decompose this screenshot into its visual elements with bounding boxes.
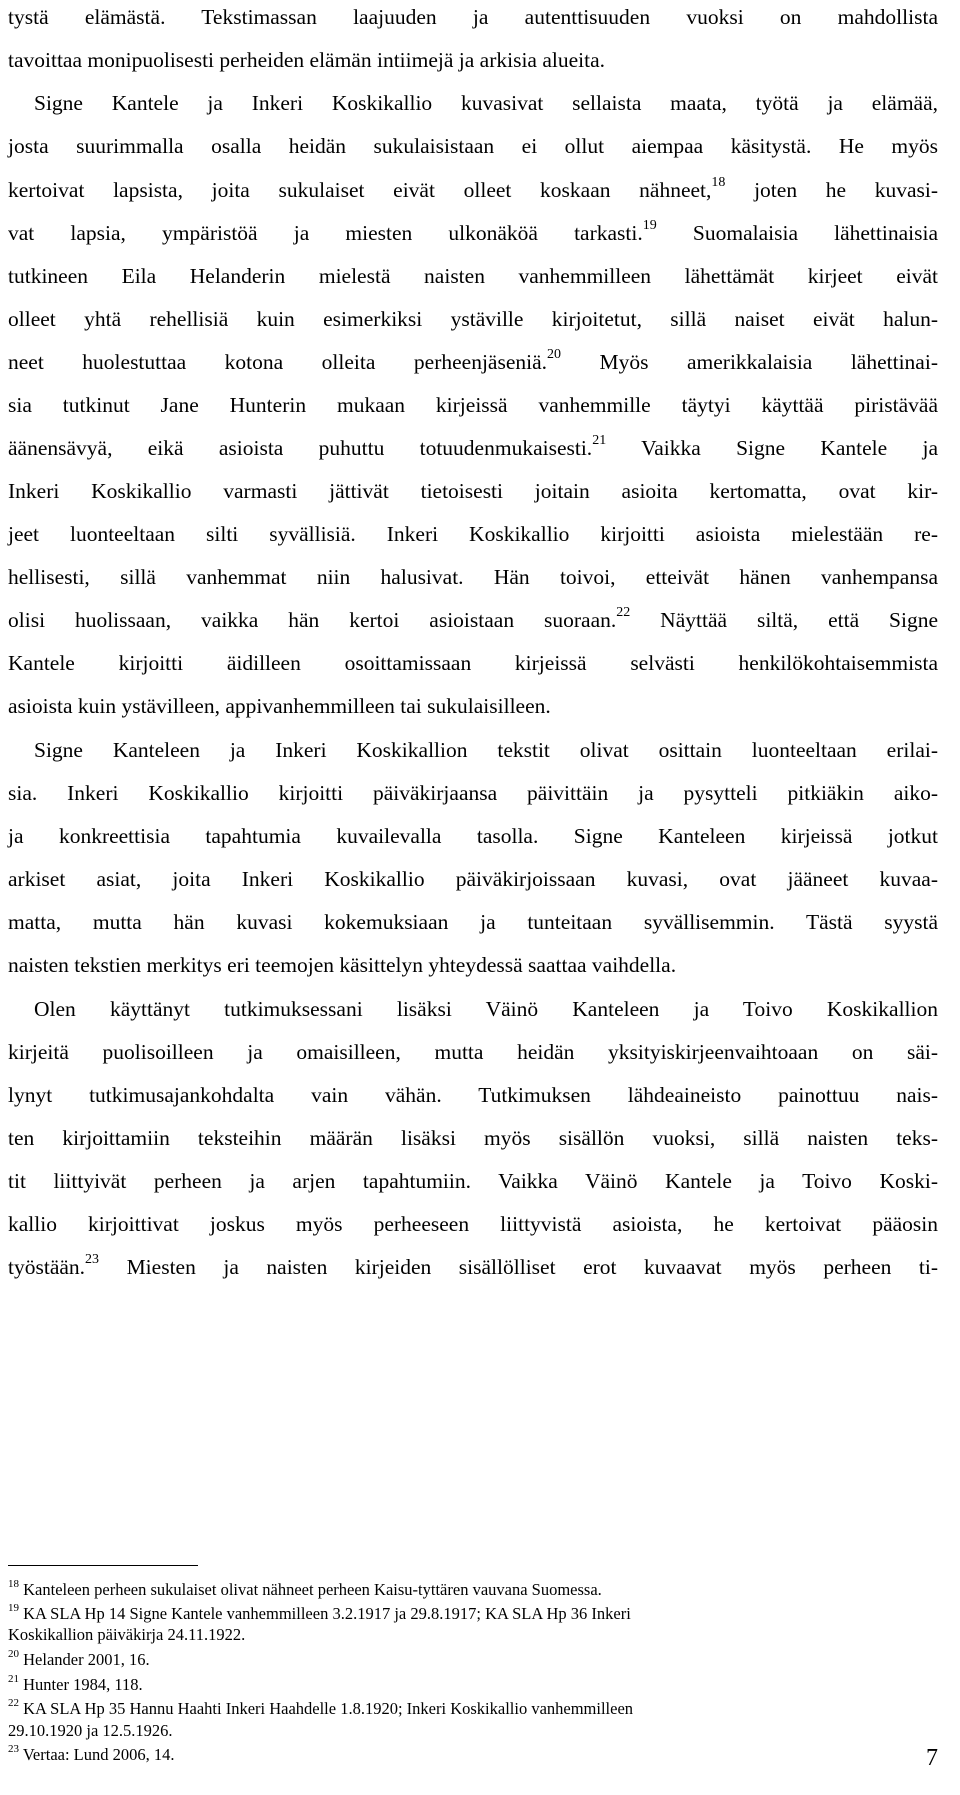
line-text: naisten tekstien merkitys eri teemojen käsittelyn yhteydessä saattaa vaihdella. [8,953,677,977]
text-line [8,1082,938,1108]
footnote-ref: 20 [547,346,562,362]
text-line [8,604,939,633]
footnote [8,1672,143,1695]
line-text: asioista kuin ystävilleen, appivanhemmilleen tai sukulaisilleen. [8,694,551,718]
footnote-number: 19 [8,1601,19,1614]
text-line [8,823,938,849]
footnote-text: Koskikallion päiväkirja 24.11.1922. [8,1625,246,1644]
footnote-continuation [8,1721,173,1741]
line-text: äänensävyä, eikä asioista puhuttu totuudenmukaisesti. [8,436,593,460]
text-line [8,346,938,375]
line-text: ja konkreettisia tapahtumia kuvailevalla tasolla. Signe Kanteleen kirjeissä jotkut [8,824,938,848]
footnote [8,1577,602,1600]
footnote-text: Helander 2001, 16. [19,1650,150,1669]
line-text: tystä elämästä. Tekstimassan laajuuden ja autenttisuuden vuoksi on mahdollista [8,5,938,29]
line-text: Vaikka Signe Kantele ja [606,436,938,460]
line-text: matta, mutta hän kuvasi kokemuksiaan ja tunteitaan syvällisemmin. Tästä syystä [8,910,938,934]
text-line [8,952,676,978]
footnote-text: KA SLA Hp 14 Signe Kantele vanhemmilleen 3.2.1917 ja 29.8.1917; KA SLA Hp 36 Inkeri [19,1604,631,1623]
footnote-text: Hunter 1984, 118. [19,1675,143,1694]
line-text: hellisesti, sillä vanhemmat niin halusivat. Hän toivoi, etteivät hänen vanhempansa [8,565,938,589]
text-line [8,174,938,203]
text-line [8,1211,938,1237]
text-line [8,564,938,590]
text-line [8,4,938,30]
line-text: joten he kuvasi- [725,178,938,202]
footnote-number: 23 [8,1742,19,1755]
footnote-separator [8,1565,198,1566]
line-text: työstään. [8,1255,86,1279]
line-text: sia. Inkeri Koskikallio kirjoitti päiväkirjaansa päivittäin ja pysytteli pitkiäkin aiko- [8,781,938,805]
footnote-ref: 23 [85,1251,100,1267]
footnote-continuation [8,1625,245,1645]
footnote [8,1696,634,1719]
text-line [8,306,938,332]
line-text: tavoittaa monipuolisesti perheiden elämän intiimejä ja arkisia alueita. [8,48,606,72]
footnote-number: 18 [8,1577,19,1590]
text-line [8,263,938,289]
footnote-ref: 22 [616,604,631,620]
page-number: 7 [926,1745,938,1771]
text-line [8,47,605,73]
line-text: Signe Kanteleen ja Inkeri Koskikallion tekstit olivat osittain luonteeltaan erilai- [34,738,938,762]
line-text: lynyt tutkimusajankohdalta vain vähän. Tutkimuksen lähdeaineisto painottuu nais- [8,1083,938,1107]
line-text: Signe Kantele ja Inkeri Koskikallio kuvasivat sellaista maata, työtä ja elämää, [34,91,938,115]
line-text: olleet yhtä rehellisiä kuin esimerkiksi ystäville kirjoitetut, sillä naiset eivät halun- [8,307,938,331]
line-text: ten kirjoittamiin teksteihin määrän lisäksi myös sisällön vuoksi, sillä naisten teks- [8,1126,938,1150]
text-line [8,866,938,892]
footnote [8,1601,631,1624]
text-line [8,133,938,159]
line-text: sia tutkinut Jane Hunterin mukaan kirjeissä vanhemmille täytyi käyttää piristävää [8,393,938,417]
footnote [8,1742,175,1765]
text-line [8,650,938,676]
line-text: kallio kirjoittivat joskus myös perheeseen liittyvistä asioista, he kertoivat pääosin [8,1212,938,1236]
text-line [8,1039,938,1065]
line-text: arkiset asiat, joita Inkeri Koskikallio päiväkirjoissaan kuvasi, ovat jääneet kuvaa- [8,867,938,891]
footnote-text: Kanteleen perheen sukulaiset olivat nähneet perheen Kaisu-tyttären vauvana Suomessa. [19,1580,602,1599]
text-line [34,996,938,1022]
line-text: neet huolestuttaa kotona olleita perheenjäseniä. [8,350,548,374]
line-text: olisi huolissaan, vaikka hän kertoi asioistaan suoraan. [8,608,617,632]
text-line [8,392,938,418]
footnote-number: 22 [8,1696,19,1709]
line-text: kertoivat lapsista, joita sukulaiset eivät olleet koskaan nähneet, [8,178,712,202]
line-text: Inkeri Koskikallio varmasti jättivät tietoisesti joitain asioita kertomatta, ovat kir- [8,479,938,503]
footnote-number: 21 [8,1672,19,1685]
line-text: Suomalaisia lähettinaisia [656,221,938,245]
text-line [34,737,938,763]
line-text: Kantele kirjoitti äidilleen osoittamissaan kirjeissä selvästi henkilökohtaisemmista [8,651,938,675]
text-line [8,521,938,547]
text-line [8,1125,938,1151]
text-line [8,1251,938,1280]
line-text: josta suurimmalla osalla heidän sukulaisistaan ei ollut aiempaa käsitystä. He myös [8,134,938,158]
line-text: tit liittyivät perheen ja arjen tapahtumiin. Vaikka Väinö Kantele ja Toivo Koski- [8,1169,938,1193]
line-text: Olen käyttänyt tutkimuksessani lisäksi Väinö Kanteleen ja Toivo Koskikallion [34,997,938,1021]
text-line [34,90,938,116]
footnote [8,1647,150,1670]
footnote-text: Vertaa: Lund 2006, 14. [19,1745,175,1764]
text-line [8,1168,938,1194]
footnote-text: KA SLA Hp 35 Hannu Haahti Inkeri Haahdelle 1.8.1920; Inkeri Koskikallio vanhemmilleen [19,1699,634,1718]
text-line [8,780,938,806]
line-text: kirjeitä puolisoilleen ja omaisilleen, mutta heidän yksityiskirjeenvaihtoaan on säi- [8,1040,938,1064]
text-line [8,909,938,935]
line-text: jeet luonteeltaan silti syvällisiä. Inkeri Koskikallio kirjoitti asioista mielestään re- [8,522,938,546]
text-line [8,432,938,461]
line-text: Miesten ja naisten kirjeiden sisällölliset erot kuvaavat myös perheen ti- [99,1255,938,1279]
line-text: vat lapsia, ympäristöä ja miesten ulkonäköä tarkasti. [8,221,643,245]
footnote-number: 20 [8,1647,19,1660]
footnote-text: 29.10.1920 ja 12.5.1926. [8,1721,173,1740]
text-line [8,693,551,719]
line-text: Näyttää siltä, että Signe [630,608,939,632]
line-text: Myös amerikkalaisia lähettinai- [561,350,938,374]
footnote-ref: 18 [711,174,726,190]
footnote-ref: 21 [592,432,607,448]
text-line [8,478,938,504]
line-text: tutkineen Eila Helanderin mielestä naisten vanhemmilleen lähettämät kirjeet eivät [8,264,938,288]
footnote-ref: 19 [642,217,657,233]
text-line [8,217,938,246]
